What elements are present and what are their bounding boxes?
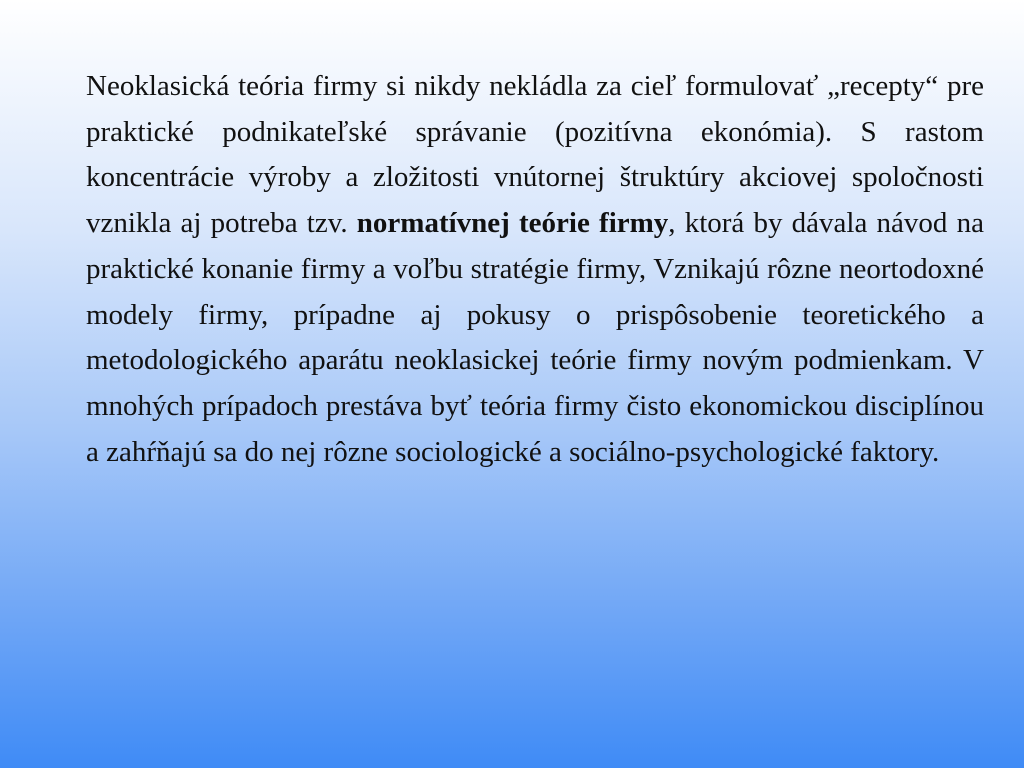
- paragraph-emphasis: normatívnej teórie firmy: [356, 207, 669, 240]
- slide-body-paragraph: [86, 64, 984, 475]
- paragraph-text-end: , ktorá by dávala návod na praktické konanie firmy a voľbu stratégie firmy, Vznikajú rôzne neortodoxné modely firmy, prípadne aj pokusy o prispôsobenie teoretického a metodologického aparátu neoklasickej teórie firmy novým podmienkam. V mnohých prípadoch prestáva byť teória firmy čisto ekonomickou disciplínou a zahŕňajú sa do nej rôzne sociologické a sociálno-psychologické faktory.: [86, 207, 984, 468]
- paragraph-text-start: Neoklasická teória firmy si nikdy nekládla za cieľ formulovať „recepty“ pre praktické podnikateľské správanie (pozitívna ekonómia). S rastom koncentrácie výroby a zložitosti vnútornej štruktúry akciovej spoločnosti vznikla aj potreba tzv.: [86, 70, 984, 240]
